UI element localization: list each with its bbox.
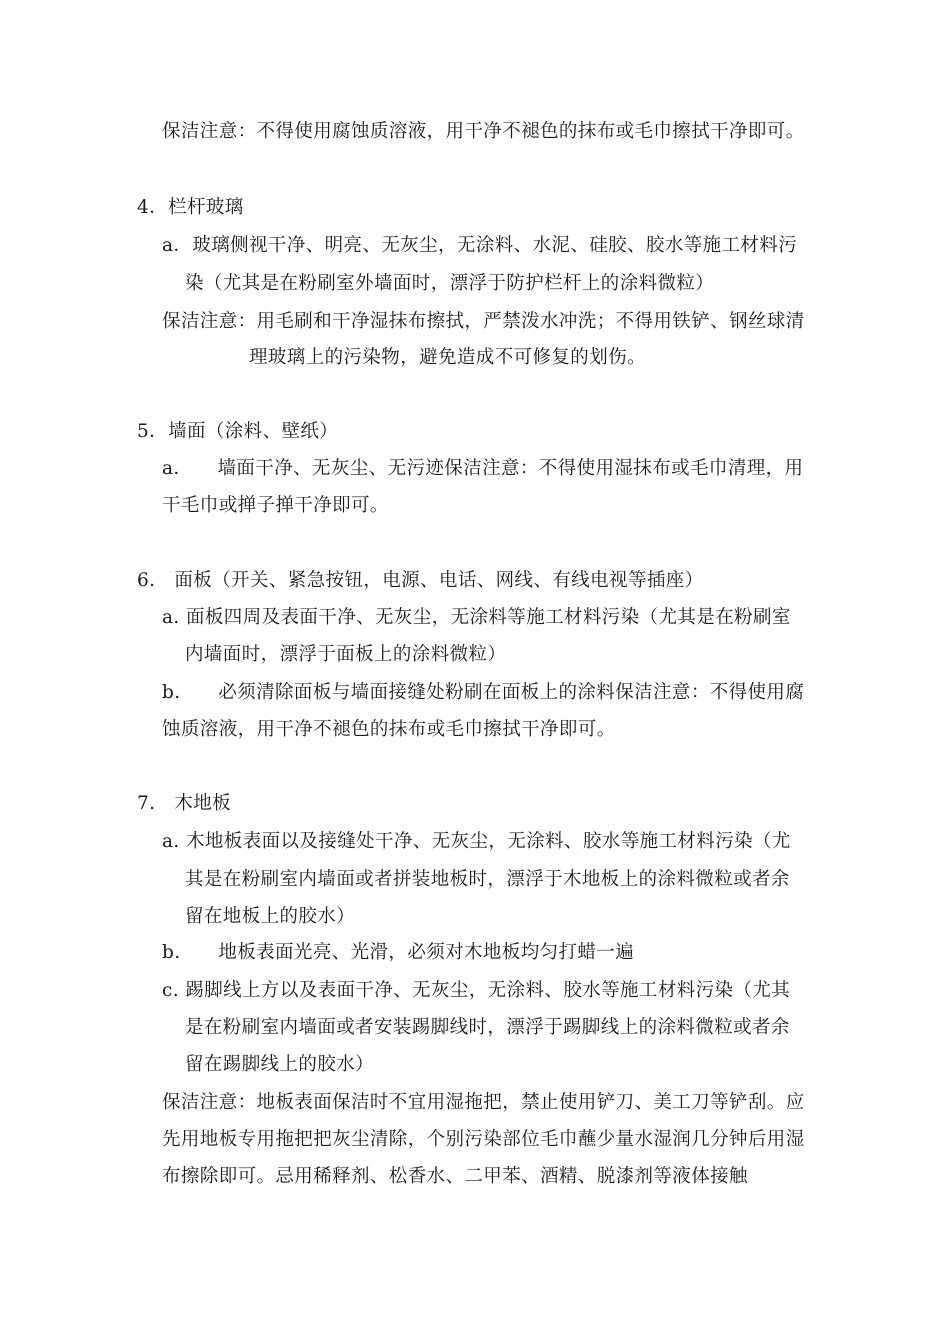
section-7-note-line2: 先用地板专用拖把把灰尘清除，个别污染部位毛巾蘸少量水湿润几分钟后用湿 xyxy=(162,1129,805,1150)
section-7-note-line3: 布擦除即可。忌用稀释剂、松香水、二甲苯、酒精、脱漆剂等液体接触 xyxy=(162,1166,748,1187)
section-7-item-a-line2: 其是在粉刷室内墙面或者拼装地板时，漂浮于木地板上的涂料微粒或者余 xyxy=(185,869,790,890)
section-heading-7: 7. 木地板 xyxy=(137,793,232,814)
section-6-item-b-line2: 蚀质溶液，用干净不褪色的抹布或毛巾擦拭干净即可。 xyxy=(162,719,616,740)
section-heading-5: 5．墙面（涂料、壁纸） xyxy=(137,421,339,442)
section-4-item-a-line1: a．玻璃侧视干净、明亮、无灰尘，无涂料、水泥、硅胶、胶水等施工材料污 xyxy=(162,235,798,256)
section-5-item-a-line1: a. 墙面干净、无灰尘、无污迹保洁注意：不得使用湿抹布或毛巾清理，用 xyxy=(162,458,804,479)
section-5-item-a-line2: 干毛巾或掸子掸干净即可。 xyxy=(162,495,389,516)
section-heading-6: 6. 面板（开关、紧急按钮，电源、电话、网线、有线电视等插座） xyxy=(137,570,704,591)
section-heading-4: 4．栏杆玻璃 xyxy=(137,197,244,218)
section-7-item-c-line3: 留在踢脚线上的胶水） xyxy=(185,1054,375,1075)
section-7-item-a-line3: 留在地板上的胶水） xyxy=(185,906,356,927)
intro-note: 保洁注意：不得使用腐蚀质溶液，用干净不褪色的抹布或毛巾擦拭干净即可。 xyxy=(162,121,805,142)
section-4-note-line1: 保洁注意：用毛刷和干净湿抹布擦拭，严禁泼水冲洗；不得用铁铲、钢丝球清 xyxy=(162,311,805,332)
section-4-item-a-line2: 染（尤其是在粉刷室外墙面时，漂浮于防护栏杆上的涂料微粒） xyxy=(185,273,715,294)
section-7-item-b-line1: b. 地板表面光亮、光滑，必须对木地板均匀打蜡一遍 xyxy=(162,942,635,963)
section-4-note-line2: 理玻璃上的污染物，避免造成不可修复的划伤。 xyxy=(249,347,646,368)
section-7-item-c-line1: c. 踢脚线上方以及表面干净、无灰尘，无涂料、胶水等施工材料污染（尤其 xyxy=(162,980,791,1001)
section-7-item-c-line2: 是在粉刷室内墙面或者安装踢脚线时，漂浮于踢脚线上的涂料微粒或者余 xyxy=(185,1017,790,1038)
section-6-item-a-line1: a. 面板四周及表面干净、无灰尘，无涂料等施工材料污染（尤其是在粉刷室 xyxy=(162,607,791,628)
section-6-item-a-line2: 内墙面时，漂浮于面板上的涂料微粒） xyxy=(185,644,507,665)
section-6-item-b-line1: b. 必须清除面板与墙面接缝处粉刷在面板上的涂料保洁注意：不得使用腐 xyxy=(162,682,805,703)
section-7-note-line1: 保洁注意：地板表面保洁时不宜用湿拖把，禁止使用铲刀、美工刀等铲刮。应 xyxy=(162,1092,805,1113)
section-7-item-a-line1: a. 木地板表面以及接缝处干净、无灰尘，无涂料、胶水等施工材料污染（尤 xyxy=(162,831,791,852)
